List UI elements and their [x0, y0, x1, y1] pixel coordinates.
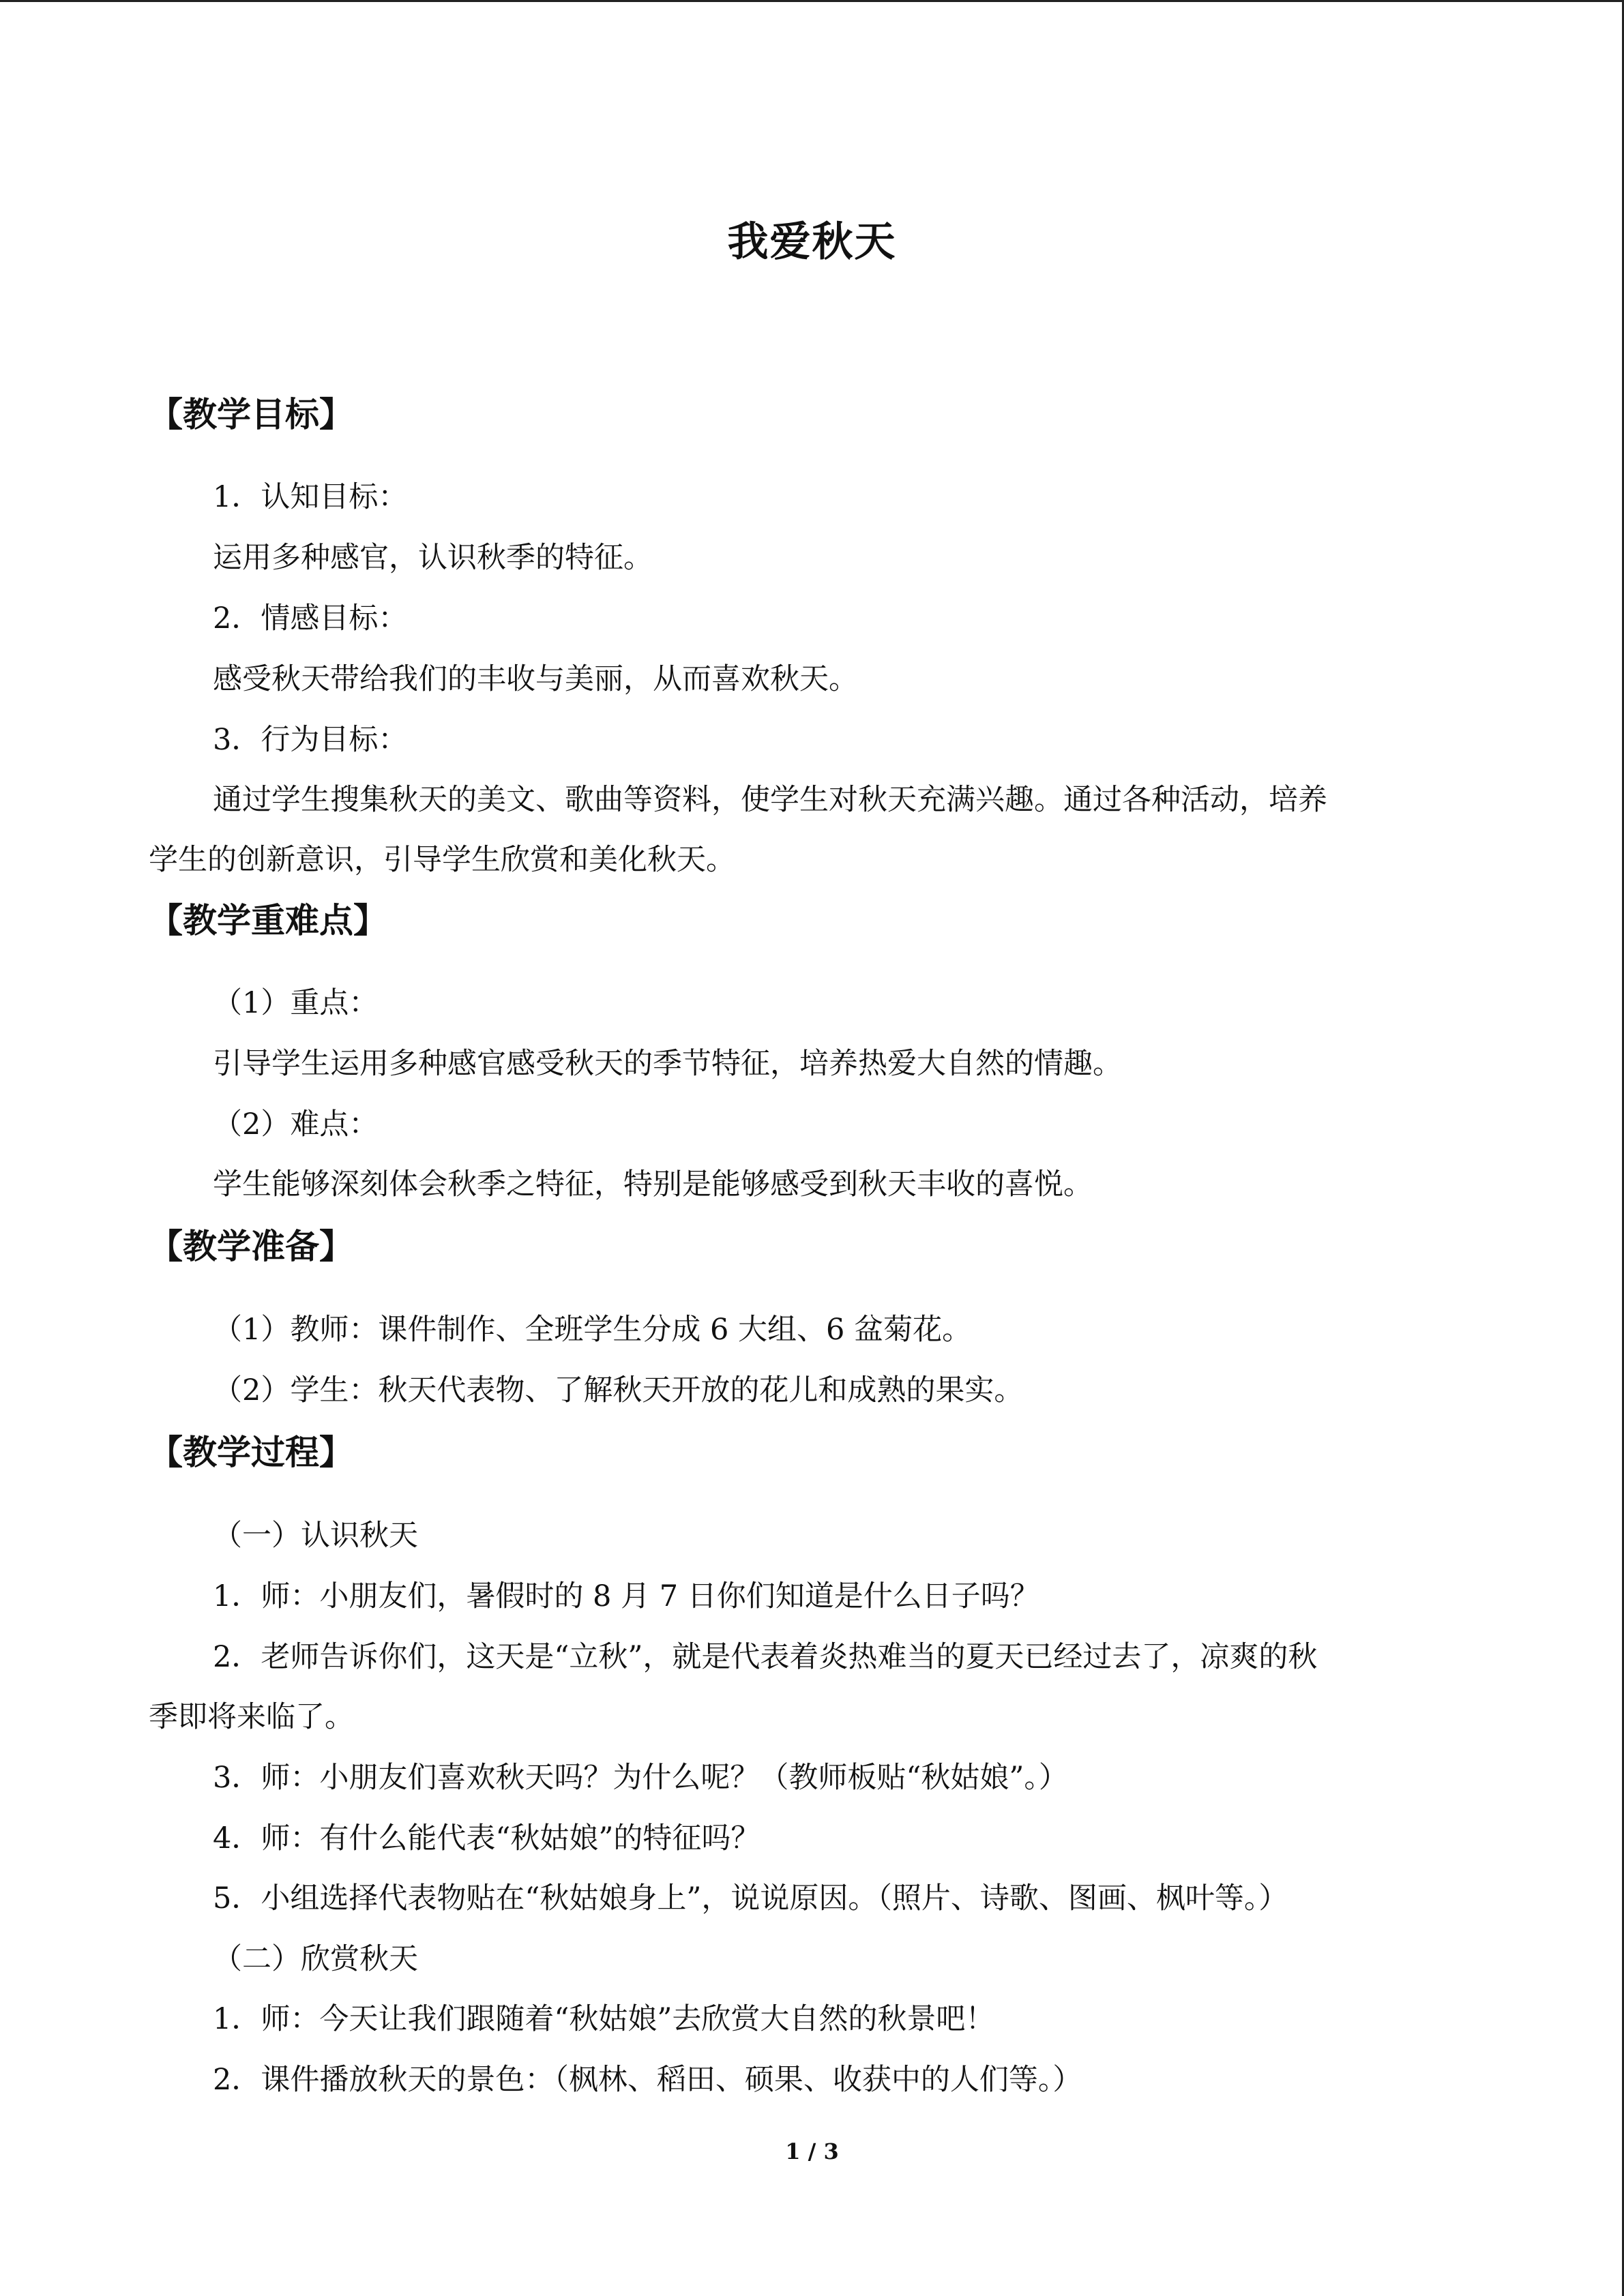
process-line-2: 1．师：小朋友们，暑假时的 8 月 7 日你们知道是什么日子吗？	[213, 1579, 1039, 1613]
process-line-7: 5．小组选择代表物贴在“秋姑娘身上”，说说原因。（照片、诗歌、图画、枫叶等。）	[213, 1881, 1288, 1915]
key-points-line-2: 引导学生运用多种感官感受秋天的季节特征，培养热爱大自然的情趣。	[213, 1047, 1122, 1081]
goals-line-1: 1．认知目标：	[213, 480, 408, 514]
document-title: 我爱秋天	[727, 218, 897, 266]
process-line-8: （二）欣赏秋天	[213, 1942, 418, 1976]
goals-line-5: 3．行为目标：	[213, 723, 408, 757]
process-line-3: 2．老师告诉你们，这天是“立秋”，就是代表着炎热难当的夏天已经过去了，凉爽的秋	[213, 1640, 1318, 1674]
preparation-line-1: （1）教师：课件制作、全班学生分成 6 大组、6 盆菊花。	[213, 1313, 972, 1347]
goals-line-4: 感受秋天带给我们的丰收与美丽，从而喜欢秋天。	[213, 662, 858, 696]
section-heading-key-points: 【教学重难点】	[149, 901, 387, 940]
process-line-6: 4．师：有什么能代表“秋姑娘”的特征吗？	[213, 1821, 761, 1855]
goals-line-7: 学生的创新意识，引导学生欣赏和美化秋天。	[149, 843, 735, 877]
section-heading-goals: 【教学目标】	[149, 395, 353, 434]
goals-line-6: 通过学生搜集秋天的美文、歌曲等资料，使学生对秋天充满兴趣。通过各种活动，培养	[213, 783, 1327, 817]
section-heading-process: 【教学过程】	[149, 1433, 353, 1472]
key-points-line-4: 学生能够深刻体会秋季之特征，特别是能够感受到秋天丰收的喜悦。	[213, 1167, 1093, 1202]
preparation-line-2: （2）学生：秋天代表物、了解秋天开放的花儿和成熟的果实。	[213, 1373, 1024, 1407]
process-line-10: 2．课件播放秋天的景色：（枫林、稻田、硕果、收获中的人们等。）	[213, 2063, 1082, 2097]
goals-line-2: 运用多种感官，认识秋季的特征。	[213, 541, 653, 575]
goals-line-3: 2．情感目标：	[213, 601, 408, 636]
process-line-9: 1．师：今天让我们跟随着“秋姑娘”去欣赏大自然的秋景吧！	[213, 2002, 995, 2036]
key-points-line-3: （2）难点：	[213, 1107, 379, 1142]
process-line-1: （一）认识秋天	[213, 1519, 418, 1553]
process-line-5: 3．师：小朋友们喜欢秋天吗？为什么呢？（教师板贴“秋姑娘”。）	[213, 1761, 1068, 1795]
key-points-line-1: （1）重点：	[213, 986, 379, 1020]
process-line-4: 季即将来临了。	[149, 1700, 354, 1734]
page-number: 1 / 3	[785, 2138, 839, 2164]
section-heading-preparation: 【教学准备】	[149, 1227, 353, 1266]
